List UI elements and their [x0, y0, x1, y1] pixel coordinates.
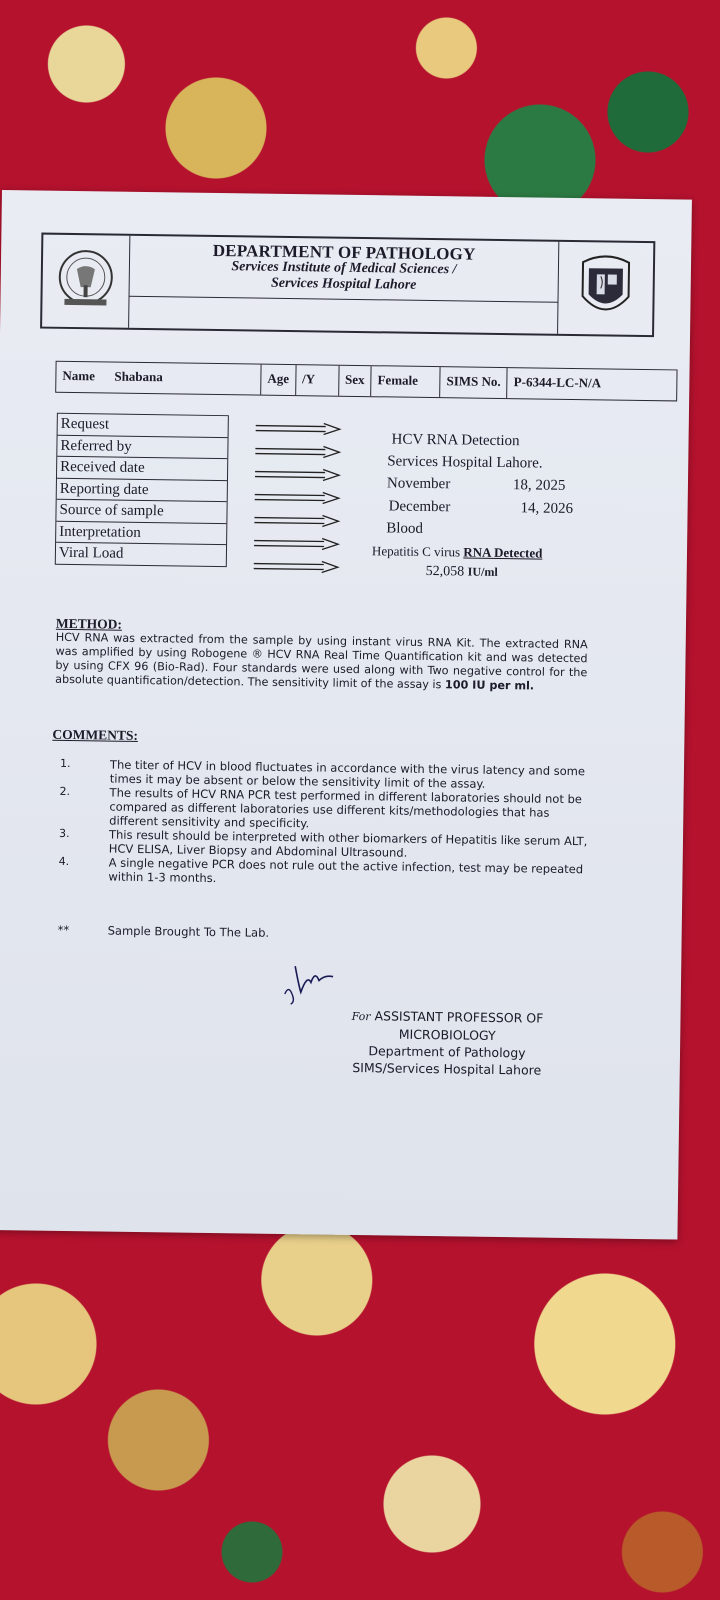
viral-load-number: 52,058	[425, 563, 465, 580]
comment-text: The titer of HCV in blood fluctuates in accordance with the virus latency and some times it may be absent or below the sensitivity limit of the assay.	[109, 757, 586, 791]
right-arrow-icon	[253, 466, 343, 490]
comment-text: The results of HCV RNA PCR test performed in different laboratories should not be compared as different laboratories use different kits/methodologies that has different sensitivity and specificity.	[109, 785, 583, 831]
signatory-title-text: ASSISTANT PROFESSOR OF MICROBIOLOGY	[374, 1008, 544, 1043]
signatory-institute: SIMS/Services Hospital Lahore	[352, 1059, 542, 1078]
viral-load-value	[426, 564, 498, 581]
field-label: Received date	[57, 457, 227, 481]
method-heading: METHOD:	[55, 615, 123, 632]
sensitivity-limit: 100 IU per ml.	[444, 678, 535, 693]
list-item	[58, 855, 588, 890]
signatory-title	[312, 1006, 582, 1045]
comments-list	[58, 757, 590, 890]
field-label: Interpretation	[56, 521, 226, 545]
comment-number: 1.	[59, 756, 71, 771]
received-day: 18, 2025	[512, 477, 566, 494]
signatory-prefix: For	[351, 1009, 371, 1024]
sex-label: Sex	[339, 366, 372, 396]
hospital-shield-logo	[576, 252, 635, 323]
comment-number: 3.	[58, 826, 70, 841]
patient-info-row	[55, 361, 677, 402]
right-arrow-icon	[253, 443, 343, 467]
institute-line-1: Services Institute of Medical Sciences /	[231, 259, 457, 278]
field-label: Source of sample	[56, 500, 226, 524]
right-arrow-icon	[253, 489, 343, 513]
comments-heading: COMMENTS:	[52, 726, 139, 743]
comment-number: 4.	[58, 854, 70, 869]
institute-line-2: Services Hospital Lahore	[270, 275, 417, 293]
received-month: November	[386, 475, 451, 493]
method-section	[55, 617, 588, 694]
lab-report-paper	[0, 190, 692, 1240]
sims-number: P-6344-LC-N/A	[513, 374, 602, 391]
comment-text: This result should be interpreted with other biomarkers of Hepatitis like serum ALT, HCV ELISA, Liver Biopsy and Abdominal Ultrasound.	[108, 827, 588, 860]
age-label: Age	[261, 365, 296, 395]
patient-name: Shabana	[108, 363, 261, 395]
list-item	[59, 785, 590, 834]
comment-text: A single negative PCR does not rule out the active infection, test may be repeated within 1-3 months.	[108, 855, 584, 886]
sample-note-mark: **	[57, 922, 70, 938]
signatory-department: Department of Pathology	[368, 1043, 526, 1061]
department-title: DEPARTMENT OF PATHOLOGY	[212, 240, 476, 264]
right-arrow-icon	[252, 535, 342, 559]
interpretation-prefix: Hepatitis C virus	[371, 543, 461, 560]
reporting-day: 14, 2026	[520, 500, 574, 518]
report-header	[40, 233, 655, 338]
patient-age: /Y	[296, 365, 339, 396]
right-arrow-icon	[253, 420, 343, 444]
request-value: HCV RNA Detection	[391, 431, 520, 450]
field-label: Request	[58, 414, 228, 438]
reporting-month: December	[388, 498, 451, 516]
right-arrow-icon	[252, 558, 342, 582]
method-text: HCV RNA was extracted from the sample by using instant virus RNA Kit. The extracted RNA was amplified by using Robogene ® HCV RNA Real Time Quantification kit and was detected by using CFX 96 (Bio-Rad). Four standards were used along with Two negative control for the absolute quantification/detection. The sensitivity limit of the assay is	[55, 630, 588, 692]
interpretation-value	[372, 543, 543, 561]
sample-source-value: Blood	[386, 520, 424, 537]
patient-sex: Female	[371, 366, 440, 397]
sample-note	[58, 923, 270, 940]
referred-by-value: Services Hospital Lahore.	[387, 453, 543, 472]
interpretation-result: RNA Detected	[463, 544, 543, 561]
arrow-column	[252, 420, 344, 582]
signatory-block	[312, 1006, 583, 1079]
right-arrow-icon	[252, 512, 342, 536]
sample-note-text: Sample Brought To The Lab.	[107, 923, 270, 940]
handwritten-signature	[281, 956, 352, 1007]
name-label: Name	[62, 367, 96, 384]
field-label: Reporting date	[57, 478, 227, 502]
institute-name	[129, 258, 559, 296]
report-field-labels	[55, 413, 229, 567]
comment-number: 2.	[59, 784, 71, 799]
sims-label: SIMS No.	[440, 367, 508, 398]
sims-crest-logo	[56, 247, 115, 310]
viral-load-unit: IU/ml	[467, 564, 498, 579]
field-label: Viral Load	[58, 544, 124, 562]
field-label: Referred by	[57, 435, 227, 459]
